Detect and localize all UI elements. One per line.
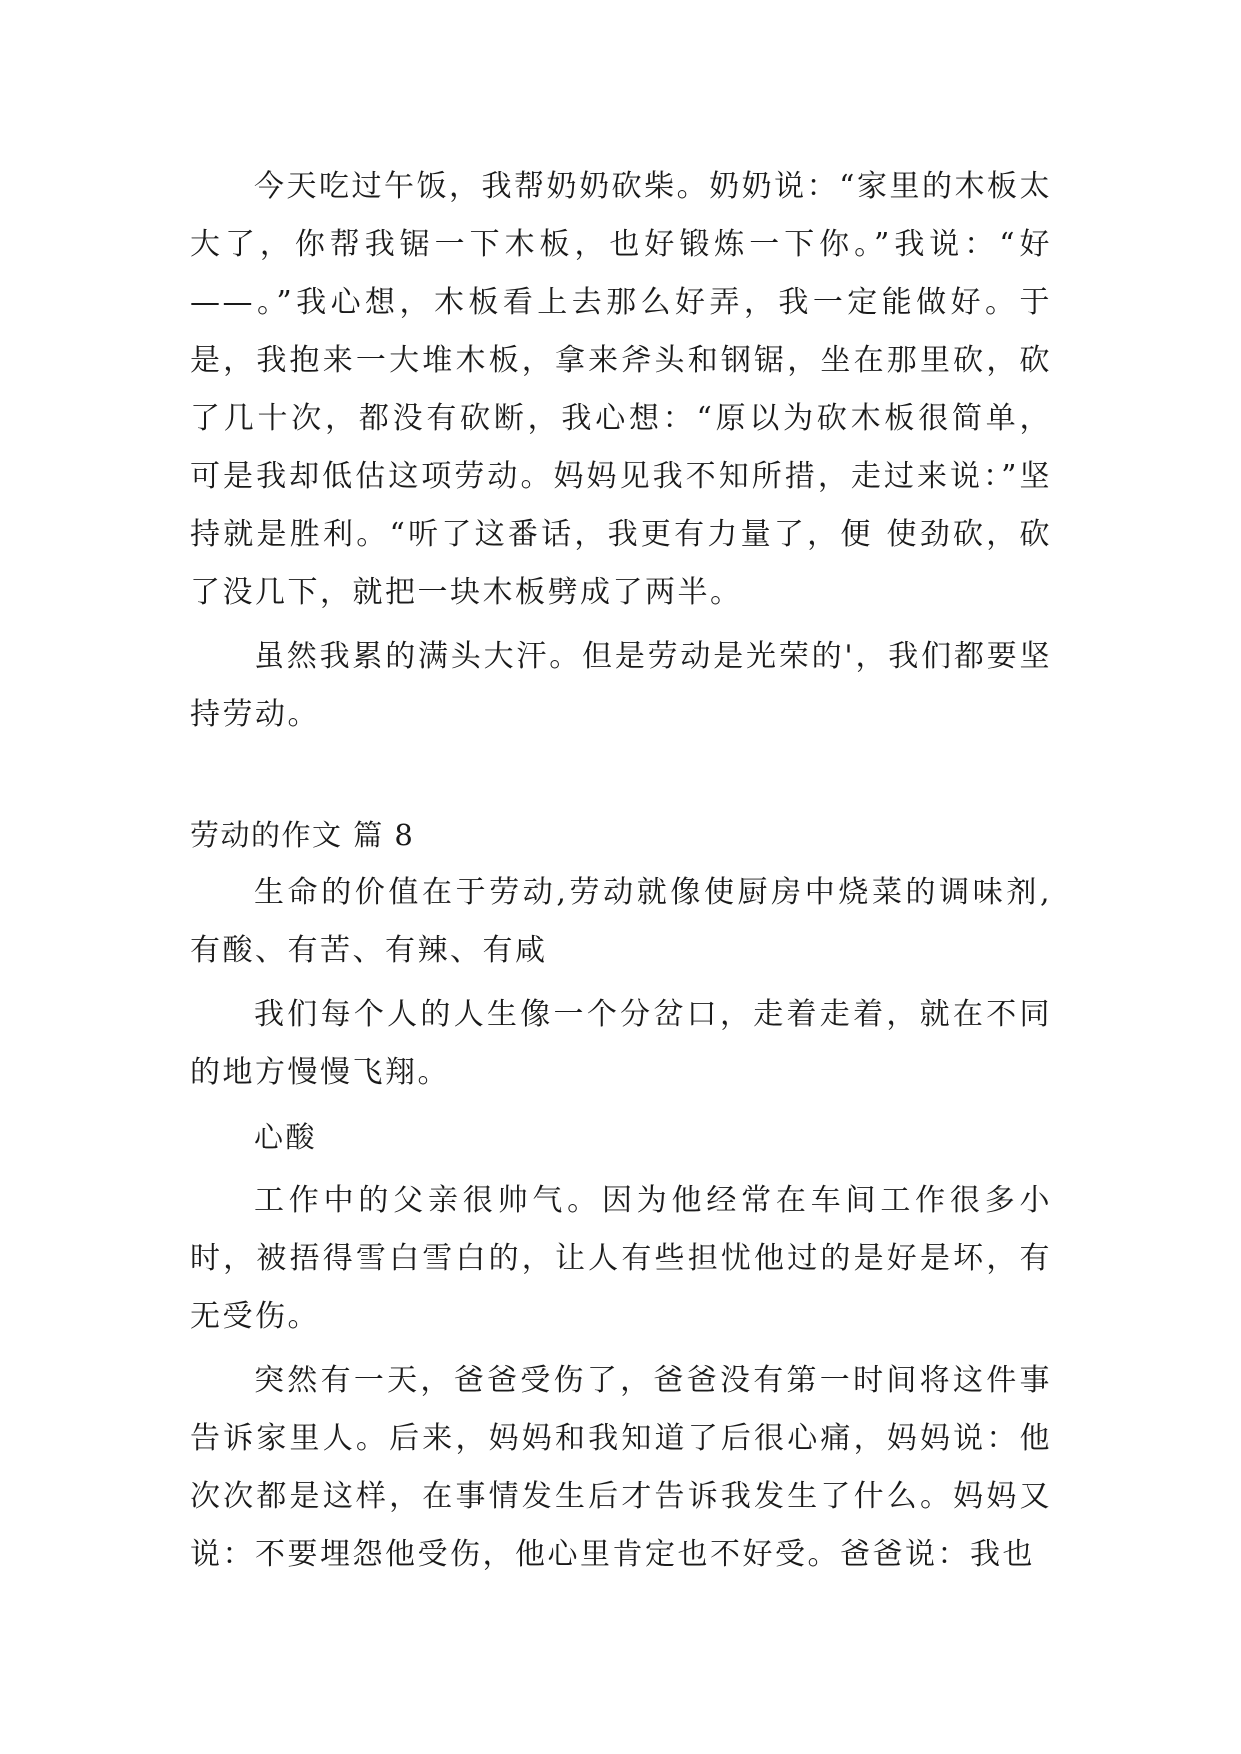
subheading-heartache: 心酸 [254, 1120, 318, 1154]
paragraph-father-at-work: 工作中的父亲很帅气。因为他经常在车间工作很多小时，被捂得雪白雪白的，让人有些担忧他过的是好是坏，有无受伤。 [190, 1183, 1052, 1334]
paragraph-value-of-labor: 生命的价值在于劳动,劳动就像使厨房中烧菜的调味剂,有酸、有苦、有辣、有咸 [190, 875, 1052, 968]
paragraph-chopping-wood: 今天吃过午饭，我帮奶奶砍柴。奶奶说：“家里的木板太大了，你帮我锯一下木板，也好锻炼一下你。”我说：“好——。”我心想，木板看上去那么好弄，我一定能做好。于是，我抱来一大堆木板，拿来斧头和钢锯，坐在那里砍，砍了几十次，都没有砍断，我心想：“原以为砍木板很简单，可是我却低估这项劳动。妈妈见我不知所措，走过来说：”坚持就是胜利。“听了这番话，我更有力量了，便 使劲砍，砍了没几下，就把一块木板劈成了两半。 [190, 169, 1052, 610]
paragraph-life-crossroads: 我们每个人的人生像一个分岔口，走着走着，就在不同的地方慢慢飞翔。 [190, 997, 1052, 1090]
paragraph-labor-glorious: 虽然我累的满头大汗。但是劳动是光荣的'，我们都要坚持劳动。 [190, 639, 1052, 732]
document-body [190, 158, 1052, 1584]
paragraph-father-injured: 突然有一天，爸爸受伤了，爸爸没有第一时间将这件事告诉家里人。后来，妈妈和我知道了后很心痛，妈妈说：他次次都是这样，在事情发生后才告诉我发生了什么。妈妈又说：不要埋怨他受伤，他心里肯定也不好受。爸爸说：我也 [190, 1363, 1052, 1572]
section-heading: 劳动的作文 篇 8 [190, 818, 415, 852]
